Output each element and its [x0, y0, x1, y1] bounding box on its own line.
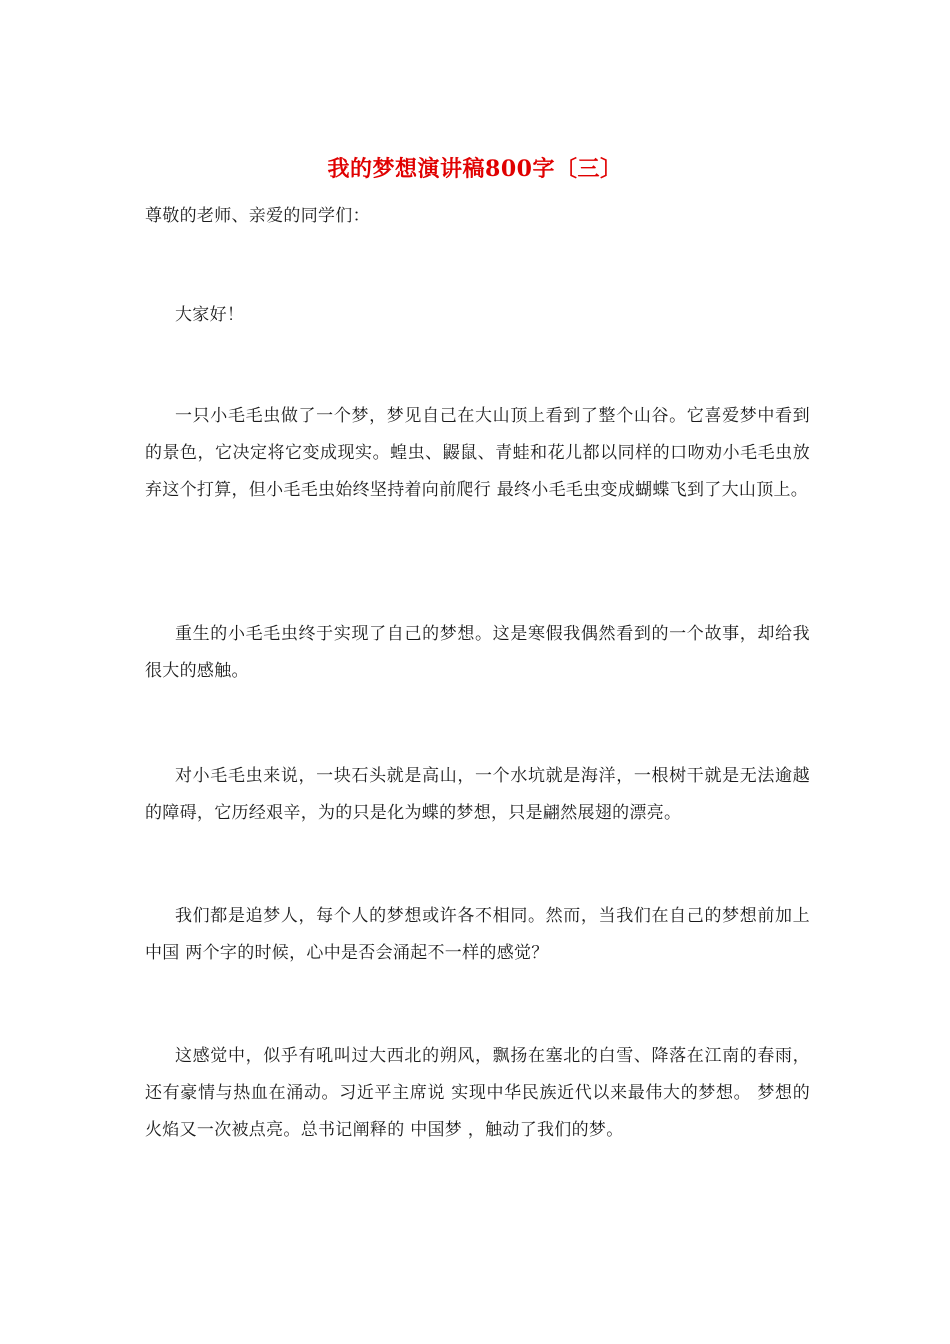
paragraph-obstacles: 对小毛毛虫来说，一块石头就是高山，一个水坑就是海洋，一根树干就是无法逾越的障碍，它历经艰辛，为的只是化为蝶的梦想，只是翩然展翅的漂亮。	[145, 766, 810, 823]
paragraph-china-dream: 这感觉中，似乎有吼叫过大西北的朔风，飘扬在塞北的白雪、降落在江南的春雨，还有豪情与热血在涌动。习近平主席说 实现中华民族近代以来最伟大的梦想。 梦想的火焰又一次被点亮。总书记阐释的 中国梦 ，触动了我们的梦。	[145, 1046, 810, 1140]
paragraph-caterpillar-story: 一只小毛毛虫做了一个梦，梦见自己在大山顶上看到了整个山谷。它喜爱梦中看到的景色，它决定将它变成现实。蝗虫、鼹鼠、青蛙和花儿都以同样的口吻劝小毛毛虫放弃这个打算，但小毛毛虫始终坚持着向前爬行 最终小毛毛虫变成蝴蝶飞到了大山顶上。	[145, 406, 810, 500]
document-title: 我的梦想演讲稿800字〔三〕	[327, 156, 623, 182]
paragraph-greeting: 大家好！	[175, 305, 245, 325]
salutation: 尊敬的老师、亲爱的同学们：	[145, 206, 370, 226]
paragraph-dream-chasers: 我们都是追梦人，每个人的梦想或许各不相同。然而，当我们在自己的梦想前加上 中国 两个字的时候，心中是否会涌起不一样的感觉？	[145, 906, 810, 963]
paragraph-rebirth: 重生的小毛毛虫终于实现了自己的梦想。这是寒假我偶然看到的一个故事，却给我很大的感触。	[145, 624, 810, 681]
